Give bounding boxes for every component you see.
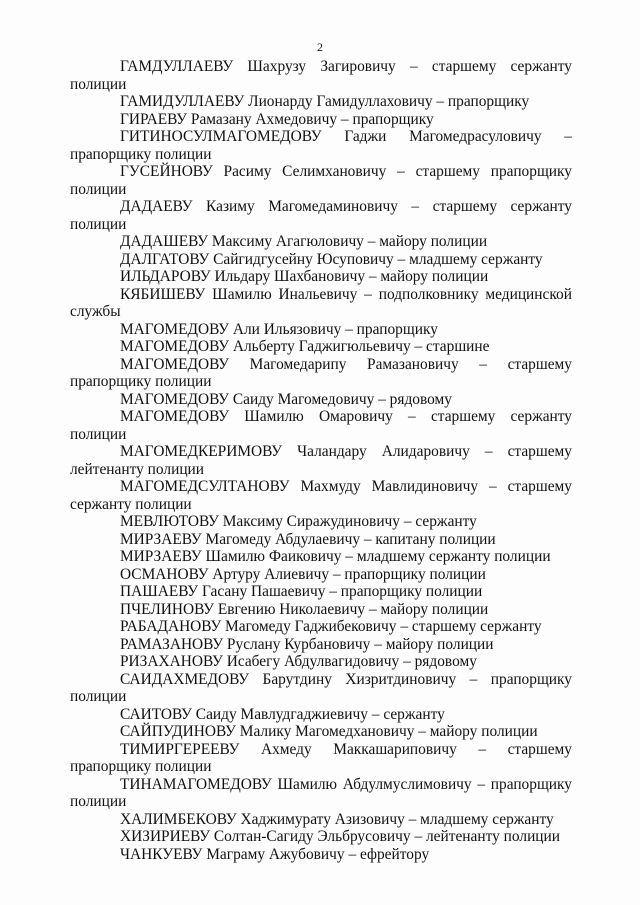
list-item: ГАМДУЛЛАЕВУ Шахрузу Загировичу – старшему сержанту полиции — [70, 58, 572, 93]
list-item: РАМАЗАНОВУ Руслану Курбановичу – майору полиции — [120, 635, 494, 653]
list-item: ДАДАШЕВУ Максиму Агагюловичу – майору полиции — [120, 233, 488, 250]
list-item: ПАШАЕВУ Гасану Пашаевичу – прапорщику полиции — [120, 583, 483, 600]
list-item: ХИЗИРИЕВУ Солтан-Сагиду Эльбрусовичу – лейтенанту полиции — [120, 828, 561, 845]
list-item: МИРЗАЕВУ Магомеду Абдулаевичу – капитану полиции — [120, 530, 496, 548]
list-item: МАГОМЕДКЕРИМОВУ Чаландару Алидаровичу – старшему лейтенанту полиции — [70, 443, 572, 478]
list-item: РИЗАХАНОВУ Исабегу Абдулвагидовичу – рядовому — [120, 653, 477, 670]
list-item: ХАЛИМБЕКОВУ Хаджимурату Азизовичу – младшему сержанту — [120, 810, 554, 828]
list-item: МАГОМЕДОВУ Магомедарипу Рамазановичу – старшему прапорщику полиции — [70, 355, 572, 390]
list-item: САИДАХМЕДОВУ Барутдину Хизритдиновичу – прапорщику полиции — [70, 670, 572, 705]
list-item: ГИРАЕВУ Рамазану Ахмедовичу – прапорщику — [120, 110, 434, 128]
list-item: МИРЗАЕВУ Шамилю Фаиковичу – младшему сержанту полиции — [120, 548, 551, 565]
list-item: ОСМАНОВУ Артуру Алиевичу – прапорщику полиции — [120, 565, 486, 583]
list-item: МАГОМЕДОВУ Али Ильязовичу – прапорщику — [120, 320, 438, 338]
list-item: КЯБИШЕВУ Шамилю Инальевичу – подполковнику медицинской службы — [70, 285, 572, 320]
list-item: ГИТИНОСУЛМАГОМЕДОВУ Гаджи Магомедрасуловичу – прапорщику полиции — [70, 128, 572, 163]
list-item: ЧАНКУЕВУ Маграму Ажубовичу – ефрейтору — [120, 845, 430, 863]
list-item: МАГОМЕДОВУ Альберту Гаджигюльевичу – старшине — [120, 338, 490, 355]
list-item: ТИНАМАГОМЕДОВУ Шамилю Абдулмуслимовичу – прапорщику полиции — [70, 775, 572, 810]
list-item: ДАДАЕВУ Казиму Магомедаминовичу – старшему сержанту полиции — [70, 198, 572, 233]
list-item: САИТОВУ Саиду Мавлудгаджиевичу – сержанту — [120, 705, 445, 723]
list-item: ГАМИДУЛЛАЕВУ Лионарду Гамидуллаховичу – прапорщику — [120, 93, 530, 110]
award-list — [70, 58, 572, 863]
list-item: САЙПУДИНОВУ Малику Магомедхановичу – майору полиции — [120, 723, 538, 740]
list-item: МАГОМЕДОВУ Шамилю Омаровичу – старшему сержанту полиции — [70, 408, 572, 443]
list-item: МАГОМЕДСУЛТАНОВУ Махмуду Мавлидиновичу – старшему сержанту полиции — [70, 478, 572, 513]
list-item: ТИМИРГЕРЕЕВУ Ахмеду Маккашариповичу – старшему прапорщику полиции — [70, 740, 572, 775]
page-number: 2 — [317, 40, 323, 54]
list-item: ИЛЬДАРОВУ Ильдару Шахбановичу – майору полиции — [120, 268, 489, 285]
list-item: ПЧЕЛИНОВУ Евгению Николаевичу – майору полиции — [120, 600, 489, 618]
list-item: РАБАДАНОВУ Магомеду Гаджибековичу – старшему сержанту — [120, 618, 542, 635]
list-item: ГУСЕЙНОВУ Расиму Селимхановичу – старшему прапорщику полиции — [70, 163, 572, 198]
list-item: МЕВЛЮТОВУ Максиму Сиражудиновичу – сержанту — [120, 513, 477, 530]
list-item: ДАЛГАТОВУ Сайгидгусейну Юсуповичу – младшему сержанту — [120, 250, 543, 268]
list-item: МАГОМЕДОВУ Саиду Магомедовичу – рядовому — [120, 390, 452, 408]
